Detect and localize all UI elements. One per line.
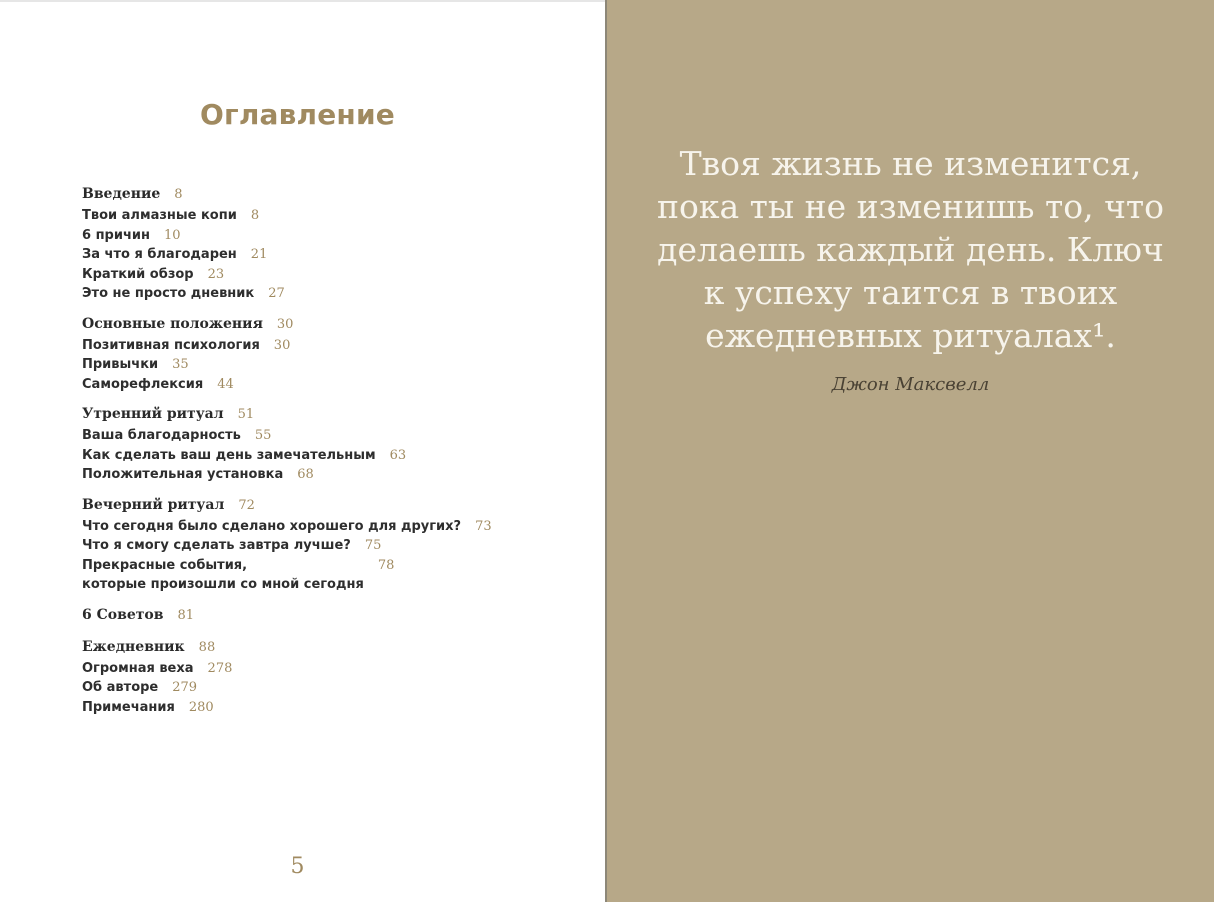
toc-entry-label: Примечания — [82, 699, 175, 715]
table-of-contents — [82, 186, 562, 729]
toc-section-heading[interactable] — [82, 186, 562, 208]
quote-line: пока ты не изменишь то, что — [656, 187, 1165, 226]
toc-entry-label: Твои алмазные копи — [82, 208, 237, 223]
toc-section — [82, 607, 562, 629]
toc-section — [82, 186, 562, 306]
toc-entry-label: Краткий обзор — [82, 266, 194, 282]
toc-entry[interactable] — [82, 680, 562, 700]
toc-entry[interactable] — [82, 228, 562, 248]
toc-page-number: 51 — [237, 407, 255, 422]
toc-entry-label: Как сделать ваш день замечательным — [82, 447, 376, 463]
toc-section — [82, 639, 562, 720]
quote-line: ежедневных ритуалах¹. — [705, 316, 1116, 355]
toc-entry-lines — [82, 558, 364, 597]
toc-entry[interactable] — [82, 448, 562, 468]
toc-section-heading[interactable] — [82, 316, 562, 338]
toc-section-heading[interactable] — [82, 406, 562, 428]
toc-section-title: 6 Советов — [82, 606, 164, 623]
toc-entry[interactable] — [82, 558, 562, 597]
toc-page-number: 8 — [174, 187, 183, 202]
toc-entry-label: Что сегодня было сделано хорошего для других? — [82, 518, 462, 534]
toc-page-number: 73 — [475, 518, 492, 534]
toc-entry-label: Саморефлексия — [82, 376, 204, 392]
toc-entry-label: 6 причин — [82, 227, 150, 243]
toc-entry-label: За что я благодарен — [82, 247, 237, 262]
toc-section-title: Ежедневник — [82, 638, 185, 655]
toc-section — [82, 406, 562, 487]
toc-entry-label: Ваша благодарность — [82, 428, 241, 443]
toc-page-number: 35 — [172, 357, 189, 372]
toc-page-number: 78 — [377, 557, 395, 573]
toc-page-number: 44 — [217, 376, 234, 392]
toc-section-title: Введение — [82, 186, 161, 202]
toc-entry[interactable] — [82, 519, 562, 539]
quote-line: Твоя жизнь не изменится, — [679, 144, 1142, 183]
quote-line: делаешь каждый день. Ключ — [657, 230, 1164, 269]
toc-page-number: 27 — [268, 286, 285, 301]
toc-entry-label: Об авторе — [82, 680, 159, 695]
toc-entry-label: Прекрасные события, — [82, 557, 248, 573]
quote-line: к успеху таится в твоих — [703, 273, 1118, 312]
contents-title: Оглавление — [199, 98, 395, 131]
toc-entry[interactable] — [82, 538, 562, 558]
toc-entry[interactable] — [82, 247, 562, 267]
page-number: 5 — [290, 854, 305, 879]
toc-entry[interactable] — [82, 467, 562, 487]
quote-author: Джон Максвелл — [831, 374, 990, 395]
toc-section-heading[interactable] — [82, 639, 562, 661]
toc-section-heading[interactable] — [82, 607, 562, 629]
epigraph-quote — [627, 142, 1194, 357]
toc-page-number: 280 — [188, 699, 214, 715]
toc-entry[interactable] — [82, 377, 562, 397]
toc-section-title: Основные положения — [82, 315, 263, 332]
toc-page-number: 23 — [207, 266, 225, 282]
toc-entry[interactable] — [82, 208, 562, 228]
toc-entry[interactable] — [82, 700, 562, 720]
toc-entry[interactable] — [82, 661, 562, 681]
toc-entry-two-line — [82, 558, 394, 597]
toc-entry-label: Положительная установка — [82, 467, 284, 482]
quote-page — [607, 0, 1214, 902]
toc-page-number: 21 — [250, 247, 268, 262]
toc-page-number: 8 — [250, 208, 260, 223]
toc-entry[interactable] — [82, 357, 562, 377]
toc-entry[interactable] — [82, 286, 562, 306]
toc-entry-label: Что я смогу сделать завтра лучше? — [82, 538, 351, 553]
toc-entry[interactable] — [82, 267, 562, 287]
toc-page-number: 55 — [254, 428, 272, 443]
toc-page-number: 30 — [276, 316, 294, 332]
toc-section — [82, 497, 562, 597]
toc-page-number: 75 — [364, 538, 382, 553]
toc-section-heading[interactable] — [82, 497, 562, 519]
toc-entry-label: Это не просто дневник — [82, 286, 255, 301]
toc-page-number: 68 — [297, 467, 314, 482]
toc-page-number: 10 — [163, 227, 181, 243]
toc-page-number: 88 — [198, 639, 216, 655]
toc-section — [82, 316, 562, 397]
toc-page-number: 81 — [177, 607, 195, 623]
toc-page-number: 63 — [389, 447, 407, 463]
toc-entry-label: Привычки — [82, 357, 159, 372]
toc-page-number: 279 — [172, 680, 198, 695]
toc-entry-label: Огромная веха — [82, 660, 194, 676]
contents-page — [0, 0, 605, 902]
toc-page-number: 30 — [273, 337, 291, 353]
toc-entry[interactable] — [82, 428, 562, 448]
toc-section-title: Утренний ритуал — [82, 406, 224, 422]
toc-page-number: 72 — [238, 497, 255, 513]
toc-entry-label: которые произошли со мной сегодня — [82, 577, 364, 592]
toc-entry[interactable] — [82, 338, 562, 358]
toc-section-title: Вечерний ритуал — [82, 496, 225, 513]
toc-entry-label: Позитивная психология — [82, 337, 260, 353]
toc-page-number: 278 — [207, 660, 233, 676]
